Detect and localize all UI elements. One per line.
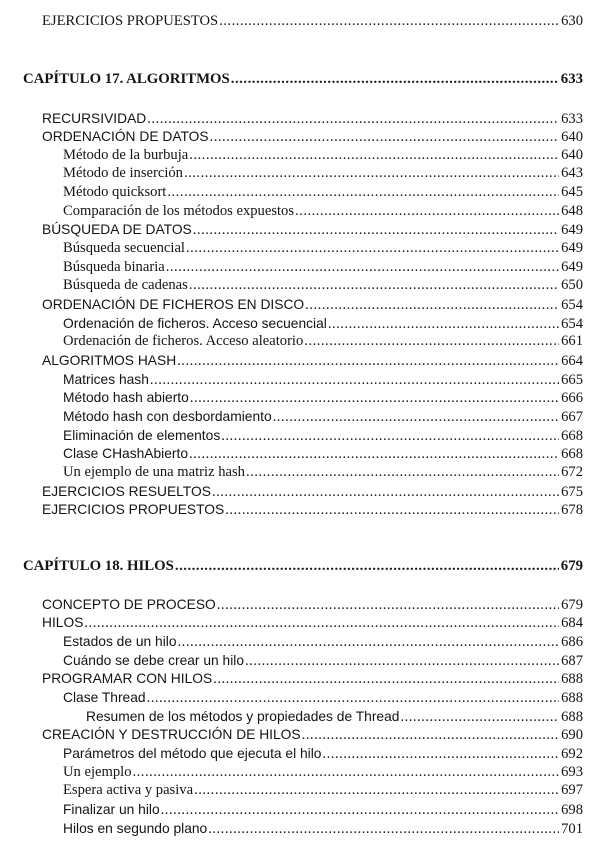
dot-leader [166,259,559,276]
entry-page: 701 [561,821,583,837]
dot-leader [186,240,559,257]
entry-title: Método quicksort [63,184,167,200]
dot-leader [177,353,559,370]
entry-title: EJERCICIOS PROPUESTOS [42,13,219,29]
dot-leader [302,727,559,744]
entry-page: 640 [561,147,583,163]
dot-leader [246,464,559,481]
toc-entry [63,147,583,164]
entry-page: 654 [561,297,583,313]
dot-leader [161,802,559,819]
entry-title: Método hash con desbordamiento [63,409,272,424]
entry-title: ALGORITMOS HASH [42,353,177,368]
dot-leader [147,690,559,707]
toc-entry [63,820,583,838]
entry-title: HILOS [42,615,84,630]
dot-leader [322,746,559,763]
dot-leader [84,615,559,632]
toc-entry [42,483,583,501]
entry-page: 686 [561,634,583,650]
entry-title: Método de inserción [63,165,183,181]
entry-title: Resumen de los métodos y propiedades de Thread [86,709,400,724]
entry-page: 688 [561,690,583,706]
entry-title: Ordenación de ficheros. Acceso secuencial [63,316,327,331]
entry-page: 649 [561,259,583,275]
entry-title: Un ejemplo de una matriz hash [63,464,245,480]
dot-leader [400,709,559,726]
entry-page: 672 [561,464,583,480]
toc-entry [42,726,583,744]
toc-entry [63,240,583,257]
chapter-title: CAPÍTULO 18. HILOS [23,558,174,574]
entry-page: 654 [561,316,583,332]
dot-leader [193,222,559,239]
entry-title: Finalizar un hilo [63,802,160,817]
toc-entry [42,128,583,146]
entry-page: 649 [561,222,583,238]
dot-leader [212,484,559,501]
dot-leader [231,71,559,88]
entry-page: 666 [561,390,583,406]
dot-leader [194,782,559,799]
toc-entry [63,633,583,651]
entry-title: Matrices hash [63,372,149,387]
dot-leader [184,165,559,182]
toc-entry [63,203,583,220]
dot-leader [304,333,559,350]
entry-page: 684 [561,615,583,631]
entry-page: 690 [561,727,583,743]
entry-title: Cuándo se debe crear un hilo [63,653,245,668]
toc-entry [63,184,583,201]
entry-page: 643 [561,165,583,181]
entry-title: PROGRAMAR CON HILOS [42,671,213,686]
dot-leader [167,184,559,201]
toc-entry [63,315,583,333]
entry-page: 693 [561,764,583,780]
toc-entry [63,801,583,819]
toc-entry [63,277,583,294]
toc-entry [63,689,583,707]
entry-page: 630 [561,13,583,29]
dot-leader [328,316,559,333]
entry-title: ORDENACIÓN DE FICHEROS EN DISCO [42,297,305,312]
dot-leader [213,671,559,688]
chapter-heading [23,71,583,88]
entry-page: 650 [561,277,583,293]
entry-page: 697 [561,782,583,798]
entry-title: Clase Thread [63,690,146,705]
dot-leader [189,277,559,294]
dot-leader [150,372,559,389]
entry-page: 661 [561,333,583,349]
dot-leader [189,446,559,463]
entry-title: Búsqueda de cadenas [63,277,188,293]
toc-entry [63,652,583,670]
dot-leader [190,390,559,407]
toc-entry [42,501,583,519]
entry-page: 665 [561,372,583,388]
chapter-heading [23,558,583,575]
toc-entry [42,352,583,370]
entry-page: 649 [561,240,583,256]
entry-page: 664 [561,353,583,369]
toc-entry [63,333,583,350]
entry-title: Parámetros del método que ejecuta el hilo [63,746,322,761]
entry-page: 675 [561,484,583,500]
entry-title: ORDENACIÓN DE DATOS [42,129,209,144]
entry-title: Clase CHashAbierto [63,446,188,461]
toc-entry [63,408,583,426]
toc-entry [63,764,583,781]
dot-leader [225,502,559,519]
toc-entry [42,110,583,128]
entry-page: 645 [561,184,583,200]
dot-leader [219,13,559,30]
entry-page: 668 [561,446,583,462]
dot-leader [208,821,559,838]
toc-entry [42,13,583,30]
dot-leader [133,764,560,781]
entry-title: Comparación de los métodos expuestos [63,203,295,219]
entry-title: Espera activa y pasiva [63,782,194,798]
entry-page: 687 [561,653,583,669]
dot-leader [245,653,559,670]
entry-title: EJERCICIOS RESUELTOS [42,484,211,499]
dot-leader [178,634,559,651]
dot-leader [189,147,559,164]
toc-entry [63,745,583,763]
toc-entry [63,782,583,799]
dot-leader [147,111,559,128]
entry-title: RECURSIVIDAD [42,111,147,126]
entry-page: 698 [561,802,583,818]
toc-entry [63,427,583,445]
dot-leader [221,428,559,445]
toc-entry [63,445,583,463]
entry-title: CREACIÓN Y DESTRUCCIÓN DE HILOS [42,727,301,742]
entry-title: Búsqueda binaria [63,259,165,275]
toc-entry [42,221,583,239]
entry-page: 679 [561,597,583,613]
toc-entry [63,389,583,407]
entry-page: 633 [561,111,583,127]
toc-entry [63,371,583,389]
entry-title: BÚSQUEDA DE DATOS [42,222,192,237]
entry-page: 667 [561,409,583,425]
entry-title: Búsqueda secuencial [63,240,185,256]
toc-entry [63,464,583,481]
entry-page: 678 [561,502,583,518]
entry-page: 668 [561,428,583,444]
entry-title: EJERCICIOS PROPUESTOS [42,502,225,517]
dot-leader [295,203,559,220]
entry-page: 648 [561,203,583,219]
entry-page: 640 [561,129,583,145]
entry-page: 688 [561,709,583,725]
toc-entry [63,165,583,182]
toc-entry [42,596,583,614]
dot-leader [210,129,559,146]
chapter-page: 679 [560,558,583,574]
dot-leader [175,558,559,575]
dot-leader [273,409,559,426]
entry-title: Ordenación de ficheros. Acceso aleatorio [63,333,304,349]
entry-page: 688 [561,671,583,687]
dot-leader [305,297,559,314]
toc-entry [86,708,583,726]
entry-title: Eliminación de elementos [63,428,221,443]
toc-entry [42,296,583,314]
entry-title: Estados de un hilo [63,634,177,649]
entry-title: CONCEPTO DE PROCESO [42,597,216,612]
chapter-title: CAPÍTULO 17. ALGORITMOS [23,71,230,87]
entry-page: 692 [561,746,583,762]
dot-leader [217,597,559,614]
entry-title: Un ejemplo [63,764,132,780]
toc-entry [63,259,583,276]
entry-title: Método de la burbuja [63,147,189,163]
toc-entry [42,670,583,688]
entry-title: Método hash abierto [63,390,189,405]
chapter-page: 633 [560,71,583,87]
toc-entry [42,614,583,632]
entry-title: Hilos en segundo plano [63,821,208,836]
